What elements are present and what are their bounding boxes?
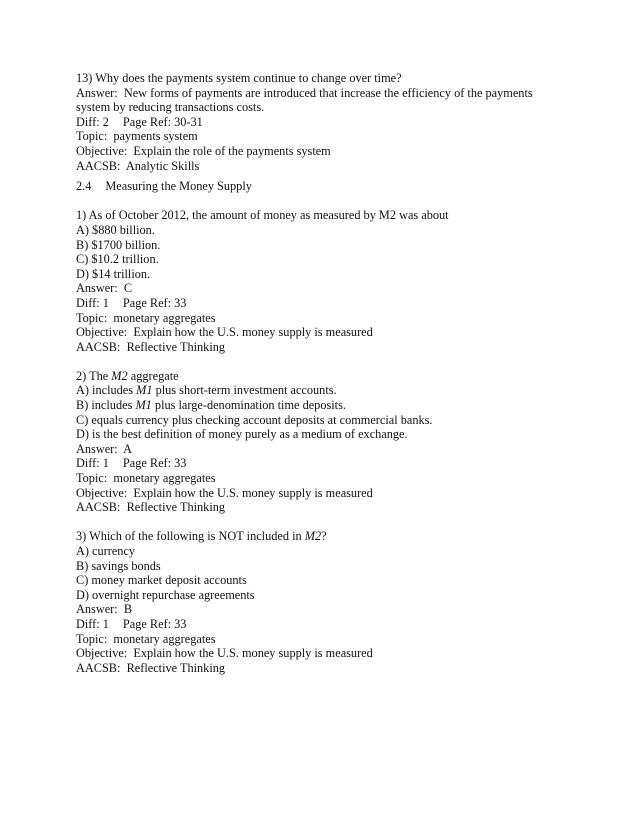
question-2-aacsb: AACSB: Reflective Thinking <box>76 500 226 515</box>
section-heading <box>76 179 596 194</box>
question-13-page-ref: Page Ref: 30-31 <box>122 114 203 129</box>
question-2-option-a: A) includes M1 plus short-term investment accounts. <box>76 383 337 398</box>
question-3-option-c: C) money market deposit accounts <box>76 573 247 588</box>
question-1-option-a: A) $880 billion. <box>76 222 155 237</box>
question-3-option-d: D) overnight repurchase agreements <box>76 587 255 602</box>
question-2-answer: Answer: A <box>76 441 133 456</box>
question-1-aacsb: AACSB: Reflective Thinking <box>76 339 226 354</box>
question-13-block <box>76 71 596 173</box>
question-13-answer-line-2: system by reducing transactions costs. <box>76 100 265 115</box>
question-1-diff-line <box>76 296 596 311</box>
question-3-option-a: A) currency <box>76 544 136 558</box>
question-2-page-ref: Page Ref: 33 <box>122 456 187 471</box>
question-1-text: 1) As of October 2012, the amount of money as measured by M2 was about <box>76 208 449 223</box>
question-2-topic: Topic: monetary aggregates <box>76 471 216 486</box>
question-3-page-ref: Page Ref: 33 <box>122 616 187 631</box>
question-2-diff-line <box>76 456 596 471</box>
question-1-option-b: B) $1700 billion. <box>76 237 161 252</box>
question-3-m2-term: M2 <box>304 529 322 544</box>
question-13-text: 13) Why does the payments system continue to change over time? <box>76 71 402 85</box>
question-2-diff: Diff: 1 <box>76 456 109 471</box>
question-13-aacsb: AACSB: Analytic Skills <box>76 158 200 173</box>
question-3-block <box>76 529 596 675</box>
section-number: 2.4 <box>76 179 92 194</box>
document-page <box>76 71 596 675</box>
question-1-option-c: C) $10.2 trillion. <box>76 252 159 267</box>
question-3-diff: Diff: 1 <box>76 616 109 631</box>
question-3-diff-line <box>76 617 596 632</box>
question-1-diff: Diff: 1 <box>76 295 109 310</box>
question-13-objective: Objective: Explain the role of the payments system <box>76 143 331 158</box>
question-2-option-b-term: M1 <box>135 398 152 413</box>
question-1-topic: Topic: monetary aggregates <box>76 310 216 325</box>
question-3-aacsb: AACSB: Reflective Thinking <box>76 660 226 675</box>
question-1-answer: Answer: C <box>76 281 133 296</box>
question-2-objective: Objective: Explain how the U.S. money supply is measured <box>76 485 373 500</box>
question-3-topic: Topic: monetary aggregates <box>76 631 216 646</box>
question-2-option-d: D) is the best definition of money purely as a medium of exchange. <box>76 427 408 442</box>
question-3-option-b: B) savings bonds <box>76 558 161 573</box>
question-2-option-b: B) includes M1 plus large-denomination time deposits. <box>76 398 346 413</box>
question-3-text: 3) Which of the following is NOT included in M2? <box>76 529 327 544</box>
question-1-option-d: D) $14 trillion. <box>76 266 151 281</box>
question-3-answer: Answer: B <box>76 602 133 617</box>
section-title: Measuring the Money Supply <box>105 179 252 194</box>
question-2-block <box>76 369 596 515</box>
question-3-objective: Objective: Explain how the U.S. money supply is measured <box>76 646 373 661</box>
question-2-text: 2) The M2 aggregate <box>76 368 179 383</box>
question-1-page-ref: Page Ref: 33 <box>122 295 187 310</box>
question-13-diff: Diff: 2 <box>76 114 109 129</box>
question-2-option-a-term: M1 <box>136 383 153 398</box>
question-13-answer-line-1: Answer: New forms of payments are introduced that increase the efficiency of the payments <box>76 85 533 100</box>
question-1-block <box>76 208 596 354</box>
question-2-m2-term: M2 <box>111 368 128 383</box>
question-13-topic: Topic: payments system <box>76 129 198 144</box>
question-2-option-c: C) equals currency plus checking account deposits at commercial banks. <box>76 412 433 427</box>
question-1-objective: Objective: Explain how the U.S. money supply is measured <box>76 325 373 340</box>
question-13-diff-line <box>76 115 596 130</box>
